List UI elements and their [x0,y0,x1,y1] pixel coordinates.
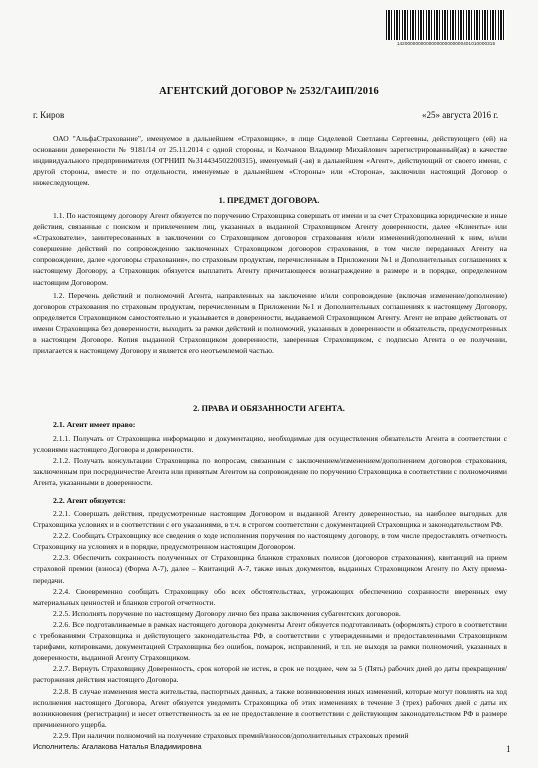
subsection-2-2-heading: 2.2. Агент обязуется: [53,496,126,505]
subsection-2-2-block [33,508,507,741]
barcode-number: 1420000000000000000000000401010000315 [396,41,496,46]
clause-2-2-3: 2.2.3. Обеспечить сохранность полученных от Страховщика бланков страховых полисов (договоров страхования), квитанций на прием страховой премии (взноса) (Форма А-7), далее – Квитанций А-7, также иных документов, выданных Страховщиком Агенту по Акту приема-передачи. [33,553,507,585]
clause-2-2-5: 2.2.5. Исполнять поручение по настоящему Договору лично без права заключения субагентских договоров. [53,608,401,618]
preamble-block [33,133,507,188]
clause-1-2: 1.2. Перечень действий и полномочий Агента, направленных на заключение и/или сопровождение (включая изменение/дополнение) договоров страхования по страховым продуктам, перечисленным в Приложении №1 и Дополнительных соглашениях к настоящему Договору, определяется Страховщиком самостоятельно и указывается в доверенности, выдаваемой Страховщиком Агенту. Агент не вправе действовать от имени Страховщика без доверенности, выходить за рамки действий и полномочий, указанных в доверенности и обязательств, предусмотренных в настоящем Договоре. Копия выданной Страховщиком доверенности, заверенная Страховщиком, с подписью Агента о ее получении, прилагается к настоящему Договору и является его неотъемлемой частью. [33,290,507,356]
subsection-2-1-block [33,433,507,488]
subsection-2-1-heading: 2.1. Агент имеет право: [53,420,136,429]
clause-2-2-8: 2.2.8. В случае изменения места жительства, паспортных данных, а также возникновения иных изменений, которые могут повлиять на ход исполнения настоящего Договора, Агент обязуется уведомить Страховщика об этих изменениях в течение 3 (трех) рабочих дней с даты их возникновения (регистрации) и несет ответственность за ее не предоставление в соответствии с действующим законодательством РФ в размере причиненного ущерба. [33,686,507,729]
clause-2-2-6: 2.2.6. Все подготавливаемые в рамках настоящего договора документы Агент обязуется подготавливать (оформлять) строго в соответствии с требованиями Страховщика и действующего законодательства РФ, в соответствии с утвержденными и предоставленными Страховщиком тарифами, котировками, документацией Страховщика без ошибок, помарок, исправлений, и т.п. не выходя за рамки полномочий, указанных в доверенности, выданной Агенту Страховщиком. [33,619,507,663]
preamble: ОАО "АльфаСтрахование", именуемое в дальнейшем «Страховщик», в лице Сиделевой Светланы Сергеевны, действующего (ей) на основании доверенности № 9181/14 от 25.11.2014 с одной стороны, и Колчанов Владимир Михайлович зарегистрированный(ая) в качестве индивидуального предпринимателя (ОГРНИП №314434502200315), именуемый (-ая) в дальнейшем «Агент», действующий от своего имени, с другой стороны, вместе и по отдельности, именуемые в дальнейшем «Стороны» или «Сторона», заключили настоящий Договор о нижеследующем. [33,134,507,188]
barcode-bars [386,10,506,40]
clause-2-2-1: 2.2.1. Совершать действия, предусмотренные настоящим Договором и выданной Агенту доверенностью, на наиболее выгодных для Страховщика условиях и в соответствии с его указаниями, в т.ч. в строгом соответствии с документацией Страховщика и законодательством РФ. [33,509,507,530]
section1-heading: 1. ПРЕДМЕТ ДОГОВОРА. [218,196,320,205]
clause-2-2-9: 2.2.9. При наличии полномочий на получение страховых премий/взносов/дополнительных страховых премий [53,730,409,740]
section1-block [33,210,507,356]
barcode [386,10,506,48]
clause-2-1-2: 2.1.2. Получать консультации Страховщика по вопросам, связанным с заключением/изменением/дополнением договоров страхования, заключенным при посредничестве Агента или принятым Агентом на сопровождение по поручению Страховщика в соответствии с полномочиями Агента, указанными в доверенности. [33,456,507,488]
document-title: АГЕНТСКИЙ ДОГОВОР № 2532/ГАИП/2016 [159,86,379,97]
page-number: 1 [506,744,511,754]
clause-2-2-2: 2.2.2. Сообщать Страховщику все сведения о ходе исполнения поручения по настоящему договору, в том числе предоставлять отчетность Страховщику на условиях и в порядке, предусмотренном настоящим Договором. [33,531,507,552]
section2-heading: 2. ПРАВА И ОБЯЗАННОСТИ АГЕНТА. [193,404,345,413]
clause-2-1-1: 2.1.1. Получать от Страховщика информацию и документацию, необходимые для осуществления обязательств Агента в соответствии с условиями настоящего Договора и доверенности. [33,434,507,455]
contract-date: «25» августа 2016 г. [422,110,499,120]
clause-2-2-4: 2.2.4. Своевременно сообщать Страховщику обо всех обстоятельствах, угрожающих обеспечению сохранности вверенных ему материальных ценностей и бланков строгой отчетности. [33,586,507,607]
city: г. Киров [33,110,65,120]
clause-2-2-7: 2.2.7. Вернуть Страховщику Доверенность, срок которой не истек, в срок не позднее, чем за 5 (Пять) рабочих дней до даты прекращения/расторжения действия настоящего Договора. [33,664,507,685]
clause-1-1: 1.1. По настоящему договору Агент обязуется по поручению Страховщика совершать от имени и за счет Страховщика юридические и иные действия, связанные с поиском и привлечением лиц, указанных в выданной Страховщиком Агенту доверенности, далее «Клиенты» или «Страхователи», заинтересованных в заключении со Страховщиком договоров страхования и/или изменений/дополнений к ним, и/или совершение действий по сопровождению заключенных Страховщиком договоров страхования, в том числе переданных Агенту на сопровождение, далее «договоры страхования», по страховым продуктам, перечисленным в Приложении №1 и Дополнительных соглашениях к настоящему Договору, а Страховщик обязуется выплатить Агенту причитающееся вознаграждение в размере и в порядке, определенном настоящим Договором. [33,211,507,287]
footer-executor: Исполнитель: Агалакова Наталья Владимировна [33,742,202,751]
